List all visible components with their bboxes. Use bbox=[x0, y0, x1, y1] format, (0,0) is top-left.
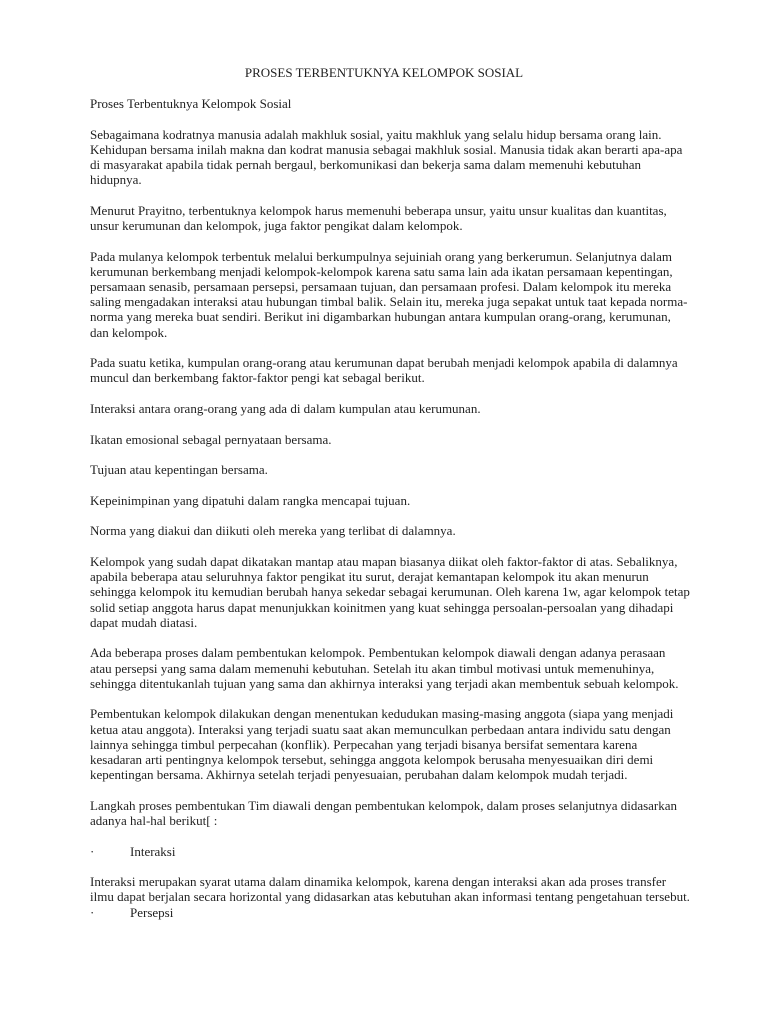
document-subtitle: Proses Terbentuknya Kelompok Sosial bbox=[90, 96, 292, 111]
paragraph: Sebagaimana kodratnya manusia adalah makhluk sosial, yaitu makhluk yang selalu hidup bersama orang lain. Kehidupan bersama inilah makna dan kodrat manusia sebagai makhluk sosial. Manusia tidak akan berarti apa-apa di masyarakat apabila tidak pernah bergaul, berkomunikasi dan bekerja sama dalam memenuhi kebutuhan hidupnya. bbox=[90, 126, 683, 188]
paragraph: Kepeinimpinan yang dipatuhi dalam rangka mencapai tujuan. bbox=[90, 492, 411, 508]
bullet-dot: · bbox=[90, 904, 95, 920]
paragraph: Pembentukan kelompok dilakukan dengan menentukan kedudukan masing-masing anggota (siapa yang menjadi ketua atau anggota). Interaksi yang terjadi suatu saat akan memunculkan perbedaan antara individu satu dengan lainnya sehingga timbul perpecahan (konflik). Perpecahan yang terjadi bisanya bersifat sementara karena kesadaran arti pentingnya kelompok tersebut, sehingga anggota kelompok berusaha menyesuaikan diri demi kepentingan bersama. Akhirnya setelah terjadi penyesuaian, perubahan dalam kelompok mudah terjadi. bbox=[90, 706, 674, 783]
paragraph: Pada suatu ketika, kumpulan orang-orang atau kerumunan dapat berubah menjadi kelompok apabila di dalamnya muncul dan berkembang faktor-faktor pengi kat sebagal berikut. bbox=[90, 355, 678, 386]
bullet-item-persepsi bbox=[90, 905, 690, 920]
document-body bbox=[90, 96, 690, 920]
paragraph: Menurut Prayitno, terbentuknya kelompok harus memenuhi beberapa unsur, yaitu unsur kualitas dan kuantitas, unsur kerumunan dan kelompok, juga faktor pengikat dalam kelompok. bbox=[90, 202, 667, 233]
paragraph: Ikatan emosional sebagal pernyataan bersama. bbox=[90, 431, 332, 447]
paragraph: Interaksi merupakan syarat utama dalam dinamika kelompok, karena dengan interaksi akan ada proses transfer ilmu dapat berjalan secara horizontal yang didasarkan atas kebutuhan akan informasi tentang pengetahuan tersebut. bbox=[90, 874, 690, 905]
bullet-label: Persepsi bbox=[130, 904, 174, 920]
paragraph: Interaksi antara orang-orang yang ada di dalam kumpulan atau kerumunan. bbox=[90, 401, 481, 416]
paragraph: Norma yang diakui dan diikuti oleh mereka yang terlibat di dalamnya. bbox=[90, 523, 456, 539]
paragraph: Ada beberapa proses dalam pembentukan kelompok. Pembentukan kelompok diawali dengan adanya perasaan atau persepsi yang sama dalam memenuhi kebutuhan. Setelah itu akan timbul motivasi untuk memenuhinya, sehingga ditentukanlah tujuan yang sama dan akhirnya interaksi yang terjadi akan membentuk sebuah kelompok. bbox=[90, 645, 679, 691]
paragraph: Kelompok yang sudah dapat dikatakan mantap atau mapan biasanya diikat oleh faktor-faktor di atas. Sebaliknya, apabila beberapa atau seluruhnya faktor pengikat itu surut, derajat kemantapan kelompok itu akan menurun sehingga kelompok itu kemudian berubah hanya sekedar sebagai kerumunan. Oleh karena 1w, agar kelompok tetap solid setiap anggota harus dapat menunjukkan koinitmen yang kuat sehingga persoalan-persoalan yang dihadapi dapat mudah diatasi. bbox=[90, 553, 690, 630]
bullet-item-interaksi bbox=[90, 844, 690, 859]
bullet-label: Interaksi bbox=[130, 843, 176, 859]
paragraph: Tujuan atau kepentingan bersama. bbox=[90, 462, 268, 478]
bullet-dot: · bbox=[90, 843, 95, 859]
paragraph: Langkah proses pembentukan Tim diawali dengan pembentukan kelompok, dalam proses selanjutnya didasarkan adanya hal-hal berikut[ : bbox=[90, 797, 678, 828]
document-title: PROSES TERBENTUKNYA KELOMPOK SOSIAL bbox=[244, 65, 524, 80]
paragraph: Pada mulanya kelompok terbentuk melalui berkumpulnya sejuiniah orang yang berkerumun. Selanjutnya dalam kerumunan berkembang menjadi kelompok-kelompok karena satu sama lain ada ikatan persamaan kepentingan, persamaan senasib, persamaan persepsi, persamaan tujuan, dan persamaan profesi. Dalam kelompok itu mereka saling mengadakan interaksi atau hubungan timbal balik. Selain itu, mereka juga sepakat untuk taat kepada norma-norma yang mereka buat sendiri. Berikut ini digambarkan hubungan antara kumpulan orang-orang, kerumunan, dan kelompok. bbox=[90, 248, 688, 340]
